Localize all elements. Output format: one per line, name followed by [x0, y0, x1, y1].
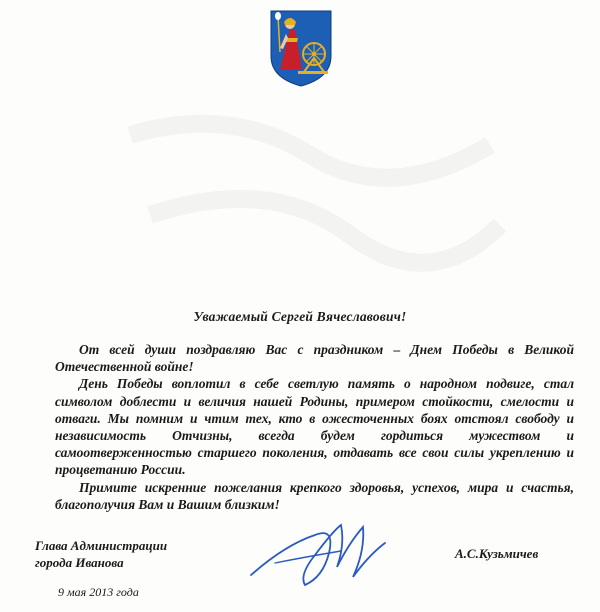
- city-coat-of-arms-icon: [268, 8, 334, 88]
- letter-date: 9 мая 2013 года: [58, 585, 139, 599]
- signer-name: А.С.Кузьмичев: [455, 546, 539, 561]
- paragraph-wishes: Примите искренние пожелания крепкого здоровья, успехов, мира и счастья, благополучия Вам и Вашим близким!: [55, 479, 574, 512]
- position-line-2: города Иванова: [35, 555, 124, 570]
- paragraph-congratulation: От всей души поздравляю Вас с праздником – Днем Победы в Великой Отечественной войне!: [55, 342, 574, 375]
- signer-position: [35, 537, 167, 571]
- letter-body: [55, 341, 574, 513]
- letter-greeting: Уважаемый Сергей Вячеславович!: [193, 309, 407, 324]
- handwritten-signature: [245, 505, 395, 595]
- position-line-1: Глава Администрации: [35, 538, 168, 553]
- watermark-pattern: [110, 95, 510, 295]
- paragraph-victory-day: День Победы воплотил в себе светлую память о народном подвиге, стал символом доблести и величия нашей Родины, примером стойкости, смелости и отваги. Мы помним и чтим тех, кто в ожесточенных боях отстоял свободу и независимость Отчизны, всегда будем гордиться мужеством и самоотверженностью старшего поколения, отдавать все свои силы укреплению и процветанию России.: [55, 376, 574, 478]
